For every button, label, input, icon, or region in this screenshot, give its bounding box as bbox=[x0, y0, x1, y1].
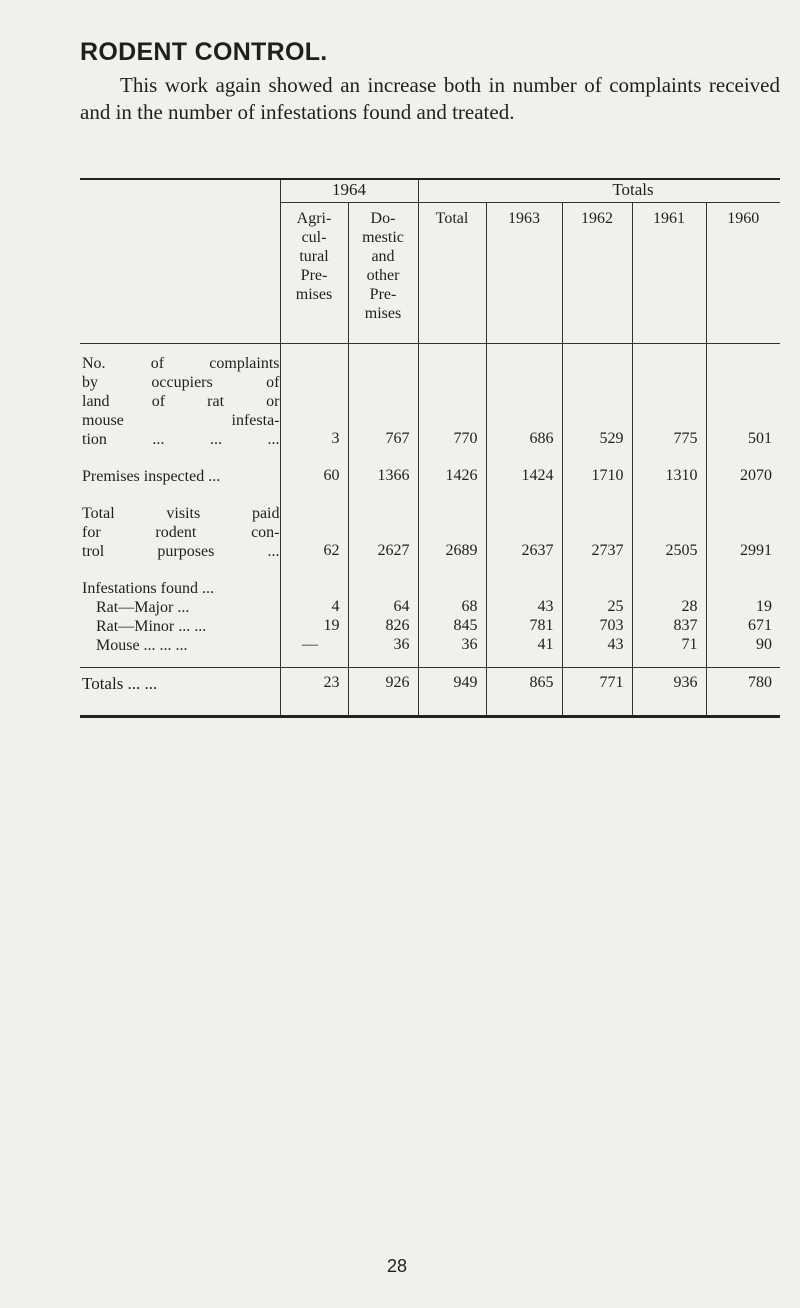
cell-rat-minor-total: 845 bbox=[418, 617, 486, 636]
rodent-control-table bbox=[80, 178, 780, 718]
table-row bbox=[80, 344, 780, 450]
table-row bbox=[80, 486, 780, 561]
cell-rat-minor-1960: 671 bbox=[706, 617, 780, 636]
row-label-infestations: Infestations found ... bbox=[82, 580, 214, 597]
group-1964-header: 1964 bbox=[280, 179, 418, 203]
group-totals-header: Totals bbox=[612, 180, 654, 199]
cell-mouse-agri: — bbox=[280, 636, 348, 668]
col-header-1962: 1962 bbox=[562, 203, 632, 344]
table-row bbox=[80, 598, 780, 617]
table-row bbox=[80, 561, 780, 598]
col-header-total: Total bbox=[418, 203, 486, 344]
cell-premises-1963: 1424 bbox=[486, 449, 562, 486]
cell-premises-1961: 1310 bbox=[632, 449, 706, 486]
cell-complaints-domestic: 767 bbox=[348, 344, 418, 450]
cell-rat-major-domestic: 64 bbox=[348, 598, 418, 617]
cell-mouse-1963: 41 bbox=[486, 636, 562, 668]
cell-totals-1961: 936 bbox=[632, 668, 706, 717]
row-label-premises: Premises inspected ... bbox=[82, 468, 221, 485]
cell-premises-1962: 1710 bbox=[562, 449, 632, 486]
table-row bbox=[80, 636, 780, 668]
col-header-1963: 1963 bbox=[486, 203, 562, 344]
cell-mouse-1960: 90 bbox=[706, 636, 780, 668]
cell-visits-1963: 2637 bbox=[486, 486, 562, 561]
row-label-rat-minor: Rat—Minor ... ... bbox=[96, 618, 207, 635]
cell-rat-major-1960: 19 bbox=[706, 598, 780, 617]
table-row bbox=[80, 449, 780, 486]
cell-rat-minor-domestic: 826 bbox=[348, 617, 418, 636]
header-blank-cell bbox=[80, 179, 280, 344]
col-header-1961: 1961 bbox=[632, 203, 706, 344]
cell-visits-1961: 2505 bbox=[632, 486, 706, 561]
cell-complaints-1960: 501 bbox=[706, 344, 780, 450]
cell-rat-major-total: 68 bbox=[418, 598, 486, 617]
cell-totals-1962: 771 bbox=[562, 668, 632, 717]
cell-premises-total: 1426 bbox=[418, 449, 486, 486]
cell-mouse-1962: 43 bbox=[562, 636, 632, 668]
col-header-1960: 1960 bbox=[706, 203, 780, 344]
cell-totals-1960: 780 bbox=[706, 668, 780, 717]
cell-premises-1960: 2070 bbox=[706, 449, 780, 486]
cell-totals-total: 949 bbox=[418, 668, 486, 717]
cell-rat-minor-1963: 781 bbox=[486, 617, 562, 636]
cell-complaints-total: 770 bbox=[418, 344, 486, 450]
cell-rat-major-1961: 28 bbox=[632, 598, 706, 617]
row-label-complaints: No. of complaints by occupiers of land of rat or mouse infesta- tion ... ... ... bbox=[82, 355, 280, 448]
cell-mouse-domestic: 36 bbox=[348, 636, 418, 668]
cell-rat-major-1962: 25 bbox=[562, 598, 632, 617]
cell-visits-1960: 2991 bbox=[706, 486, 780, 561]
cell-complaints-1962: 529 bbox=[562, 344, 632, 450]
cell-premises-domestic: 1366 bbox=[348, 449, 418, 486]
row-label-mouse: Mouse ... ... ... bbox=[96, 637, 188, 654]
cell-rat-major-1963: 43 bbox=[486, 598, 562, 617]
intro-paragraph: This work again showed an increase both in number of complaints received and in the number of infestations found and treated. bbox=[80, 73, 780, 124]
cell-rat-minor-1961: 837 bbox=[632, 617, 706, 636]
row-label-totals: Totals ... ... bbox=[82, 674, 158, 693]
cell-rat-major-agri: 4 bbox=[280, 598, 348, 617]
table-row-totals bbox=[80, 668, 780, 717]
cell-complaints-1961: 775 bbox=[632, 344, 706, 450]
page-number: 28 bbox=[387, 1256, 408, 1276]
cell-rat-minor-agri: 19 bbox=[280, 617, 348, 636]
cell-mouse-total: 36 bbox=[418, 636, 486, 668]
col-header-agricultural: Agri- cul- tural Pre- mises bbox=[280, 203, 348, 344]
section-heading: RODENT CONTROL. bbox=[80, 38, 328, 66]
cell-totals-agri: 23 bbox=[280, 668, 348, 717]
cell-visits-domestic: 2627 bbox=[348, 486, 418, 561]
row-label-rat-major: Rat—Major ... bbox=[96, 599, 190, 616]
cell-complaints-agri: 3 bbox=[280, 344, 348, 450]
table-row bbox=[80, 617, 780, 636]
cell-totals-domestic: 926 bbox=[348, 668, 418, 717]
col-header-domestic: Do- mestic and other Pre- mises bbox=[348, 203, 418, 344]
cell-premises-agri: 60 bbox=[280, 449, 348, 486]
cell-visits-total: 2689 bbox=[418, 486, 486, 561]
row-label-visits: Total visits paid for rodent con- trol purposes ... bbox=[82, 505, 280, 560]
cell-rat-minor-1962: 703 bbox=[562, 617, 632, 636]
cell-mouse-1961: 71 bbox=[632, 636, 706, 668]
cell-visits-1962: 2737 bbox=[562, 486, 632, 561]
cell-totals-1963: 865 bbox=[486, 668, 562, 717]
cell-complaints-1963: 686 bbox=[486, 344, 562, 450]
cell-visits-agri: 62 bbox=[280, 486, 348, 561]
